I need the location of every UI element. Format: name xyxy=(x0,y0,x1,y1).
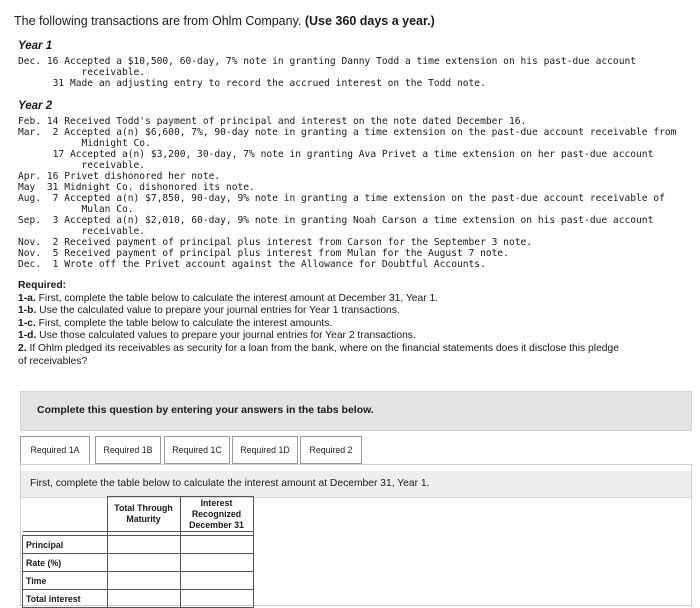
rate-dec31-field[interactable] xyxy=(181,554,253,571)
principal-maturity-input[interactable] xyxy=(107,536,180,554)
column-header-interest-recognized: Interest Recognized December 31 xyxy=(180,497,253,532)
total-interest-maturity-field[interactable] xyxy=(108,590,180,607)
total-interest-maturity-input[interactable] xyxy=(107,590,180,608)
required-item: 2. If Ohlm pledged its receivables as security for a loan from the bank, where on the financial statements does it disclose this pledge xyxy=(18,342,619,354)
table-corner xyxy=(23,497,108,532)
transaction-line: 17 Accepted a(n) $3,200, 30-day, 7% note in granting Ava Privet a time extension on her past-due account xyxy=(18,149,654,160)
required-section xyxy=(18,280,619,368)
required-heading: Required: xyxy=(18,280,67,291)
rate-maturity-field[interactable] xyxy=(108,554,180,571)
transaction-line: Dec. 1 Wrote off the Privet account against the Allowance for Doubtful Accounts. xyxy=(18,259,486,270)
transaction-line: Dec. 16 Accepted a $10,500, 60-day, 7% note in granting Danny Todd a time extension on his past-due account xyxy=(18,56,637,67)
required-item: 1-a. First, complete the table below to calculate the interest amount at December 31, Year 1. xyxy=(18,292,439,304)
row-label-total-interest: Total interest xyxy=(23,590,108,608)
tab-required-1a[interactable]: Required 1A xyxy=(20,436,90,464)
required-item: of receivables? xyxy=(18,355,88,367)
banner-text: Complete this question by entering your answers in the tabs below. xyxy=(37,404,374,416)
interest-table xyxy=(22,496,254,608)
transaction-line: May 31 Midnight Co. dishonored its note. xyxy=(18,182,255,193)
intro-text: The following transactions are from Ohlm Company. xyxy=(14,14,305,28)
instructions-banner xyxy=(20,391,692,431)
transaction-line: receivable. xyxy=(18,160,146,171)
transaction-line: 31 Made an adjusting entry to record the accrued interest on the Todd note. xyxy=(18,78,486,89)
transaction-line: receivable. xyxy=(18,67,146,78)
principal-maturity-field[interactable] xyxy=(108,536,180,553)
column-header-total-through-maturity: Total Through Maturity xyxy=(107,497,180,532)
total-interest-dec31-field[interactable] xyxy=(181,590,253,607)
transaction-line: Apr. 16 Privet dishonored her note. xyxy=(18,171,221,182)
total-interest-dec31-input[interactable] xyxy=(180,590,253,608)
transaction-line: Nov. 5 Received payment of principal plus interest from Mulan for the August 7 note. xyxy=(18,248,509,259)
row-label-principal: Principal xyxy=(23,536,108,554)
year1-label: Year 1 xyxy=(18,40,53,52)
time-dec31-field[interactable] xyxy=(181,572,253,589)
transaction-line: Midnight Co. xyxy=(18,138,151,149)
time-dec31-input[interactable] xyxy=(180,572,253,590)
required-item: 1-b. Use the calculated value to prepare your journal entries for Year 1 transactions. xyxy=(18,305,400,317)
time-maturity-input[interactable] xyxy=(107,572,180,590)
transaction-line: receivable. xyxy=(18,226,146,237)
instruction-bar xyxy=(21,471,691,498)
tab-required-2[interactable]: Required 2 xyxy=(300,436,362,464)
tab-required-1c[interactable]: Required 1C xyxy=(164,436,230,464)
transaction-line: Nov. 2 Received payment of principal plus interest from Carson for the September 3 note. xyxy=(18,237,533,248)
rate-dec31-input[interactable] xyxy=(180,554,253,572)
transaction-line: Mar. 2 Accepted a(n) $6,600, 7%, 90-day note in granting a time extension on the past-due account receivable from xyxy=(18,127,677,138)
row-label-rate: Rate (%) xyxy=(23,554,108,572)
transaction-line: Feb. 14 Received Todd's payment of principal and interest on the note dated December 16. xyxy=(18,116,527,127)
instruction-text: First, complete the table below to calculate the interest amount at December 31, Year 1. xyxy=(30,478,430,489)
transaction-line: Aug. 7 Accepted a(n) $7,850, 90-day, 9% note in granting a time extension on the past-due account receivable of xyxy=(18,193,665,204)
required-item: 1-c. First, complete the table below to calculate the interest amounts. xyxy=(18,317,333,329)
principal-dec31-field[interactable] xyxy=(181,536,253,553)
transaction-line: Sep. 3 Accepted a(n) $2,010, 60-day, 9% note in granting Noah Carson a time extension on his past-due account xyxy=(18,215,654,226)
time-maturity-field[interactable] xyxy=(108,572,180,589)
row-label-time: Time xyxy=(23,572,108,590)
rate-maturity-input[interactable] xyxy=(107,554,180,572)
tab-required-1d[interactable]: Required 1D xyxy=(232,436,298,464)
year2-label: Year 2 xyxy=(18,100,53,112)
intro-emphasis: (Use 360 days a year.) xyxy=(304,14,435,28)
problem-intro xyxy=(14,14,435,28)
tab-required-1b[interactable]: Required 1B xyxy=(95,436,161,464)
principal-dec31-input[interactable] xyxy=(180,536,253,554)
required-item: 1-d. Use those calculated values to prepare your journal entries for Year 2 transactions. xyxy=(18,330,416,342)
transaction-line: Mulan Co. xyxy=(18,204,134,215)
